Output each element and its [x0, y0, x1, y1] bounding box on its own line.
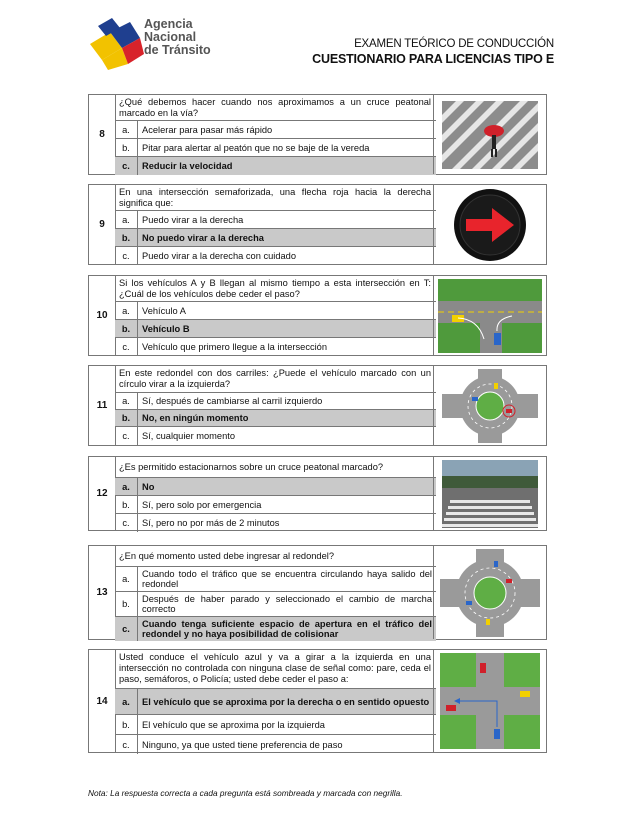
option-text: Sí, cualquier momento [142, 431, 236, 441]
question-number: 11 [89, 366, 116, 445]
question-options [115, 477, 436, 532]
option-letter: a. [115, 121, 138, 138]
question-text: ¿Es permitido estacionarnos sobre un cruce peatonal marcado? [119, 461, 384, 472]
option-letter: a. [115, 567, 138, 591]
question-options [115, 688, 436, 754]
exam-title: EXAMEN TEÓRICO DE CONDUCCIÓN [354, 38, 554, 50]
option-a [115, 121, 436, 139]
option-letter: b. [115, 496, 138, 513]
option-b [115, 139, 436, 157]
question-text: ¿En qué momento usted debe ingresar al redondel? [119, 550, 334, 561]
question-text: En este redondel con dos carriles: ¿Puede el vehículo marcado con un círculo virar a la izquierda? [119, 368, 431, 389]
question-14 [88, 649, 547, 753]
roundabout-traffic-image [433, 546, 546, 639]
option-b-correct [115, 229, 436, 247]
option-letter: b. [115, 592, 138, 616]
option-letter: b. [115, 139, 138, 156]
question-text: Usted conduce el vehículo azul y va a girar a la izquierda en una intersección no controlada con ninguna clase de señal como: pare, ceda el paso, semáforos, o Policía; usted debe ceder el paso a: [119, 652, 431, 684]
option-text: No puedo virar a la derecha [142, 232, 264, 243]
question-options [115, 566, 436, 641]
option-text: El vehículo que se aproxima por la derecha o en sentido opuesto [142, 696, 430, 707]
marked-crosswalk-photo [433, 457, 546, 530]
option-text: Puedo virar a la derecha [142, 214, 244, 225]
option-c-correct [115, 617, 436, 641]
option-text: Reducir la velocidad [142, 161, 233, 171]
option-letter: a. [115, 302, 138, 319]
option-letter: c. [115, 157, 138, 175]
option-text: Ninguno, ya que usted tiene preferencia de paso [142, 739, 343, 750]
uncontrolled-intersection-image [433, 650, 546, 752]
t-intersection-image [433, 276, 546, 355]
option-letter: c. [115, 247, 138, 265]
option-a [115, 567, 436, 592]
agency-name-line-2: Nacional [144, 30, 197, 44]
question-text: En una intersección semaforizada, una flecha roja hacia la derecha significa que: [119, 187, 431, 208]
option-text: Sí, pero solo por emergencia [142, 499, 262, 510]
option-b [115, 715, 436, 735]
option-letter: a. [115, 478, 138, 495]
option-text: Vehículo B [142, 323, 190, 334]
option-letter: b. [115, 320, 138, 337]
option-a [115, 211, 436, 229]
option-c [115, 735, 436, 754]
question-9 [88, 184, 547, 265]
agency-name-line-1: Agencia [144, 17, 193, 31]
question-options [115, 210, 436, 265]
option-letter: c. [115, 427, 138, 445]
option-text: Puedo virar a la derecha con cuidado [142, 251, 297, 261]
question-8 [88, 94, 547, 175]
option-text: Vehículo A [142, 305, 186, 316]
option-letter: c. [115, 617, 138, 641]
question-number: 10 [89, 276, 116, 355]
option-c-correct [115, 157, 436, 175]
option-b-correct [115, 320, 436, 338]
option-letter: c. [115, 735, 138, 754]
footnote: Nota: La respuesta correcta a cada pregunta está sombreada y marcada con negrilla. [88, 788, 403, 798]
red-arrow-signal-image [433, 185, 546, 264]
option-text: Pitar para alertar al peatón que no se baje de la vereda [142, 142, 370, 153]
question-options [115, 392, 436, 445]
option-text: No [142, 481, 155, 492]
option-c [115, 427, 436, 445]
option-text: Cuando todo el tráfico que se encuentra circulando haya salido del redondel [142, 569, 432, 589]
question-12 [88, 456, 547, 531]
option-c [115, 338, 436, 356]
question-options [115, 120, 436, 175]
question-number: 14 [89, 650, 116, 752]
agency-name [144, 18, 211, 57]
option-letter: b. [115, 715, 138, 734]
crosswalk-pedestrian-image [433, 95, 546, 174]
option-a [115, 302, 436, 320]
option-text: Sí, después de cambiarse al carril izquierdo [142, 396, 323, 406]
option-text: No, en ningún momento [142, 413, 249, 423]
option-a [115, 393, 436, 410]
option-letter: c. [115, 514, 138, 532]
option-a-correct [115, 478, 436, 496]
question-number: 13 [89, 546, 116, 639]
question-13 [88, 545, 547, 640]
option-a-correct [115, 689, 436, 715]
option-text: Después de haber parado y seleccionado el cambio de marcha correcto [142, 594, 432, 614]
option-text: Acelerar para pasar más rápido [142, 124, 273, 135]
agency-name-line-3: de Tránsito [144, 43, 211, 57]
option-text: El vehículo que se aproxima por la izquierda [142, 719, 325, 730]
option-c [115, 514, 436, 532]
option-b [115, 592, 436, 617]
question-text: Si los vehículos A y B llegan al mismo tiempo a esta intersección en T: ¿Cuál de los vehículos debe ceder el paso? [119, 278, 431, 299]
option-c [115, 247, 436, 265]
option-b [115, 496, 436, 514]
question-text: ¿Qué debemos hacer cuando nos aproximamos a un cruce peatonal marcado en la vía? [119, 97, 431, 118]
header-titles [312, 38, 554, 66]
two-lane-roundabout-image [433, 366, 546, 445]
question-11 [88, 365, 547, 446]
option-text: Cuando tenga suficiente espacio de apertura en el tráfico del redondel y no haya posibilidad de colisionar [142, 619, 432, 639]
option-text: Vehículo que primero llegue a la intersección [142, 342, 328, 352]
option-letter: c. [115, 338, 138, 356]
option-letter: a. [115, 689, 138, 714]
question-10 [88, 275, 547, 356]
option-letter: b. [115, 229, 138, 246]
option-b-correct [115, 410, 436, 427]
question-number: 12 [89, 457, 116, 530]
option-letter: b. [115, 410, 138, 426]
question-number: 8 [89, 95, 116, 174]
question-options [115, 301, 436, 356]
question-number: 9 [89, 185, 116, 264]
option-letter: a. [115, 211, 138, 228]
questionnaire-title: CUESTIONARIO PARA LICENCIAS TIPO E [312, 52, 554, 66]
option-text: Sí, pero no por más de 2 minutos [142, 518, 280, 528]
option-letter: a. [115, 393, 138, 409]
